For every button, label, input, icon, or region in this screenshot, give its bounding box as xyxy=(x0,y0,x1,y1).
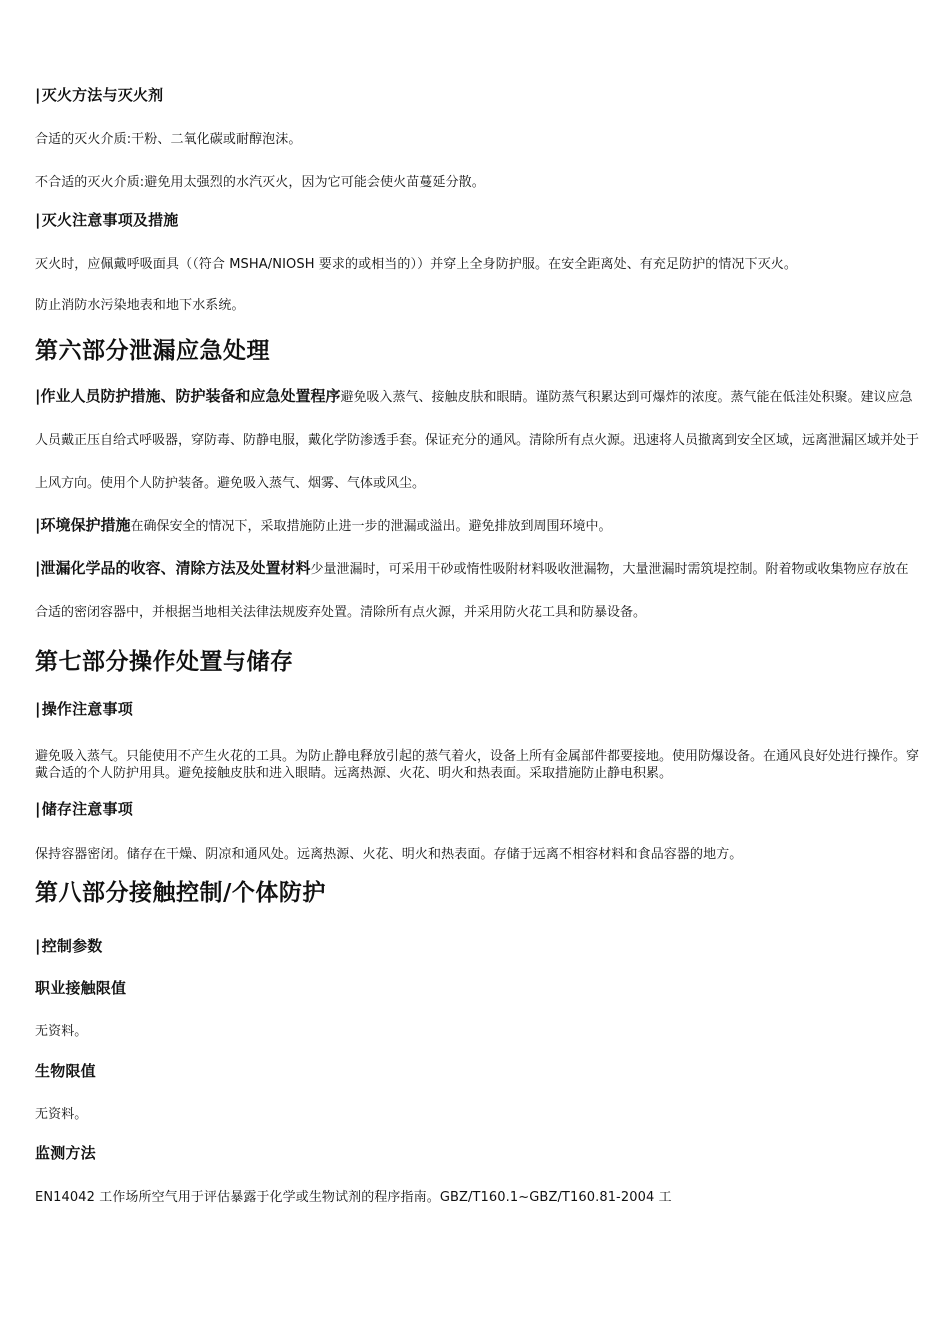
subheading-storage: |储存注意事项 xyxy=(35,800,133,818)
subheading-control-parameters: |控制参数 xyxy=(35,937,103,955)
subheading-environmental-protection: |环境保护措施 xyxy=(35,516,131,534)
text-fire-precautions-2: 防止消防水污染地表和地下水系统。 xyxy=(35,298,245,313)
section-title-8: 第八部分接触控制/个体防护 xyxy=(35,880,326,906)
text-fire-precautions-1: 灭火时，应佩戴呼吸面具（（符合 MSHA/NIOSH 要求的或相当的））并穿上全身防护服。在安全距离处、有充足防护的情况下灭火。 xyxy=(35,257,797,272)
subheading-spill-cleanup: |泄漏化学品的收容、清除方法及处置材料 xyxy=(35,559,311,577)
paragraph-environmental-protection: |环境保护措施在确保安全的情况下，采取措施防止进一步的泄漏或溢出。避免排放到周围环境中。 xyxy=(35,516,612,534)
text-biological-limits: 无资料。 xyxy=(35,1107,88,1122)
subheading-handling: |操作注意事项 xyxy=(35,700,133,718)
text-storage: 保持容器密闭。储存在干燥、阴凉和通风处。远离热源、火花、明火和热表面。存储于远离不相容材料和食品容器的地方。 xyxy=(35,847,743,862)
text-handling: 避免吸入蒸气。只能使用不产生火花的工具。为防止静电释放引起的蒸气着火，设备上所有金属部件都要接地。使用防爆设备。在通风良好处进行操作。穿戴合适的个人防护用具。避免接触皮肤和进入眼睛。远离热源、火花、明火和热表面。采取措施防止静电积累。 xyxy=(35,749,920,781)
subheading-biological-limits: 生物限值 xyxy=(35,1062,96,1080)
text-monitoring-methods: EN14042 工作场所空气用于评估暴露于化学或生物试剂的程序指南。GBZ/T160.1~GBZ/T160.81-2004 工 xyxy=(35,1190,672,1205)
section-title-7: 第七部分操作处置与储存 xyxy=(35,649,294,675)
text-suitable-media: 合适的灭火介质:干粉、二氧化碳或耐醇泡沫。 xyxy=(35,132,302,147)
subheading-occupational-limits: 职业接触限值 xyxy=(35,979,127,997)
paragraph-spill-cleanup: |泄漏化学品的收容、清除方法及处置材料少量泄漏时，可采用干砂或惰性吸附材料吸收泄漏物，大量泄漏时需筑堤控制。附着物或收集物应存放在合适的密闭容器中，并根据当地相关法律法规废弃处置。清除所有点火源，并采用防火花工具和防暴设备。 xyxy=(35,559,909,620)
section-title-6: 第六部分泄漏应急处理 xyxy=(35,338,270,364)
text-unsuitable-media: 不合适的灭火介质:避免用太强烈的水汽灭火，因为它可能会使火苗蔓延分散。 xyxy=(35,175,485,190)
subheading-fire-methods: |灭火方法与灭火剂 xyxy=(35,86,164,104)
subheading-personnel-protection: |作业人员防护措施、防护装备和应急处置程序 xyxy=(35,387,341,405)
subheading-monitoring-methods: 监测方法 xyxy=(35,1144,96,1162)
paragraph-personnel-protection: |作业人员防护措施、防护装备和应急处置程序避免吸入蒸气、接触皮肤和眼睛。谨防蒸气积累达到可爆炸的浓度。蒸气能在低洼处积聚。建议应急人员戴正压自给式呼吸器，穿防毒、防静电服，戴化学防渗透手套。保证充分的通风。清除所有点火源。迅速将人员撤离到安全区域，远离泄漏区域并处于上风方向。使用个人防护装备。避免吸入蒸气、烟雾、气体或风尘。 xyxy=(35,387,920,491)
text-occupational-limits: 无资料。 xyxy=(35,1024,88,1039)
subheading-fire-precautions: |灭火注意事项及措施 xyxy=(35,211,179,229)
